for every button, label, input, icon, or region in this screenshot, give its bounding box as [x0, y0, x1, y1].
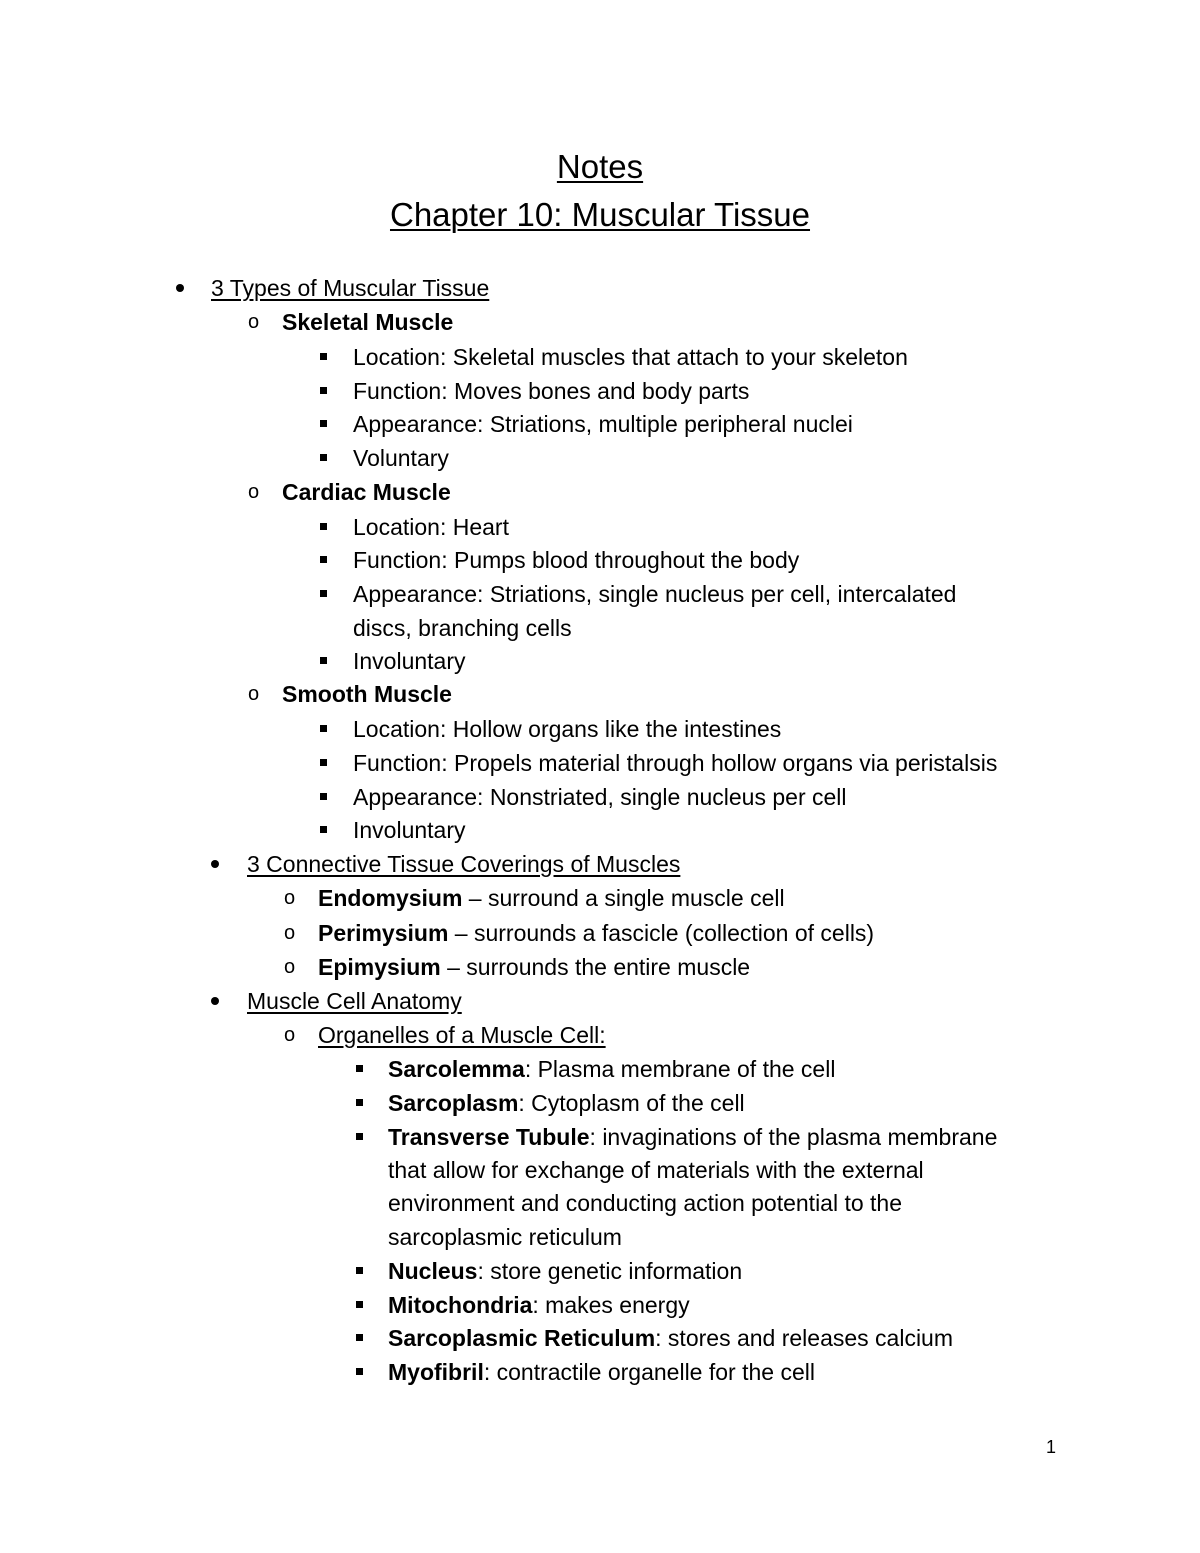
- term: Sarcolemma: [388, 1056, 525, 1082]
- bullet-dot: [211, 997, 219, 1005]
- list-item: Voluntary: [353, 445, 449, 471]
- term: Sarcoplasm: [388, 1090, 519, 1116]
- circle-bullet: o: [284, 956, 296, 978]
- smooth-muscle-heading: Smooth Muscle: [282, 681, 452, 707]
- organelle-item: [388, 1122, 997, 1152]
- square-bullet: [356, 1133, 363, 1140]
- organelle-item: [388, 1054, 835, 1084]
- organelle-item: [388, 1256, 742, 1286]
- square-bullet: [320, 826, 327, 833]
- definition: : invaginations of the plasma membrane: [589, 1124, 998, 1150]
- list-item: Involuntary: [353, 817, 466, 843]
- circle-bullet: o: [248, 481, 260, 503]
- term: Mitochondria: [388, 1292, 533, 1318]
- definition: : Plasma membrane of the cell: [524, 1056, 836, 1082]
- circle-bullet: o: [248, 683, 260, 705]
- list-item: Function: Pumps blood throughout the body: [353, 547, 800, 573]
- square-bullet: [356, 1301, 363, 1308]
- chapter-title: Chapter 10: Muscular Tissue: [389, 196, 811, 233]
- bullet-dot: [176, 284, 184, 292]
- list-item-continuation: discs, branching cells: [353, 615, 572, 641]
- list-item: Function: Propels material through hollow organs via peristalsis: [353, 750, 998, 776]
- cardiac-muscle-heading: Cardiac Muscle: [282, 479, 451, 505]
- term: Epimysium: [318, 954, 441, 980]
- term: Sarcoplasmic Reticulum: [388, 1325, 656, 1351]
- term: Transverse Tubule: [388, 1124, 590, 1150]
- square-bullet: [356, 1368, 363, 1375]
- square-bullet: [320, 657, 327, 664]
- definition: : contractile organelle for the cell: [483, 1359, 815, 1385]
- square-bullet: [356, 1334, 363, 1341]
- square-bullet: [320, 420, 327, 427]
- list-item: Location: Heart: [353, 514, 509, 540]
- page-number: 1: [1046, 1437, 1057, 1457]
- organelle-item: [388, 1088, 745, 1118]
- list-item: Location: Skeletal muscles that attach to your skeleton: [353, 344, 908, 370]
- square-bullet: [356, 1267, 363, 1274]
- square-bullet: [320, 454, 327, 461]
- skeletal-muscle-heading: Skeletal Muscle: [282, 309, 454, 335]
- circle-bullet: o: [248, 311, 260, 333]
- definition: : Cytoplasm of the cell: [518, 1090, 745, 1116]
- definition: : store genetic information: [477, 1258, 743, 1284]
- organelle-item: [388, 1290, 690, 1320]
- definition: – surrounds a fascicle (collection of cells): [448, 920, 875, 946]
- section-heading-types: 3 Types of Muscular Tissue: [211, 275, 490, 301]
- term: Endomysium: [318, 885, 463, 911]
- square-bullet: [320, 387, 327, 394]
- list-item: Appearance: Striations, single nucleus per cell, intercalated: [353, 581, 957, 607]
- definition: : stores and releases calcium: [655, 1325, 954, 1351]
- term: Myofibril: [388, 1359, 484, 1385]
- list-item: Location: Hollow organs like the intestines: [353, 716, 782, 742]
- list-item: Appearance: Striations, multiple peripheral nuclei: [353, 411, 853, 437]
- term: Nucleus: [388, 1258, 478, 1284]
- section-heading-anatomy: Muscle Cell Anatomy: [247, 988, 462, 1014]
- square-bullet: [320, 523, 327, 530]
- square-bullet: [320, 590, 327, 597]
- circle-bullet: o: [284, 887, 296, 909]
- organelle-item: [388, 1323, 953, 1353]
- covering-item: [318, 883, 785, 913]
- definition: – surrounds the entire muscle: [440, 954, 751, 980]
- term: Perimysium: [318, 920, 449, 946]
- organelles-subheading: Organelles of a Muscle Cell:: [318, 1022, 606, 1048]
- square-bullet: [320, 556, 327, 563]
- definition: – surround a single muscle cell: [462, 885, 785, 911]
- covering-item: [318, 952, 750, 982]
- square-bullet: [320, 759, 327, 766]
- organelle-continuation: sarcoplasmic reticulum: [388, 1224, 622, 1250]
- section-heading-coverings: 3 Connective Tissue Coverings of Muscles: [247, 851, 681, 877]
- organelle-continuation: environment and conducting action potential to the: [388, 1190, 903, 1216]
- square-bullet: [356, 1099, 363, 1106]
- square-bullet: [356, 1065, 363, 1072]
- list-item: Involuntary: [353, 648, 466, 674]
- organelle-continuation: that allow for exchange of materials with the external: [388, 1157, 924, 1183]
- square-bullet: [320, 793, 327, 800]
- list-item: Appearance: Nonstriated, single nucleus per cell: [353, 784, 847, 810]
- bullet-dot: [211, 860, 219, 868]
- square-bullet: [320, 353, 327, 360]
- circle-bullet: o: [284, 922, 296, 944]
- list-item: Function: Moves bones and body parts: [353, 378, 750, 404]
- definition: : makes energy: [532, 1292, 690, 1318]
- organelle-item: [388, 1357, 815, 1387]
- square-bullet: [320, 725, 327, 732]
- covering-item: [318, 918, 874, 948]
- page-title: Notes: [556, 148, 644, 185]
- circle-bullet: o: [284, 1024, 296, 1046]
